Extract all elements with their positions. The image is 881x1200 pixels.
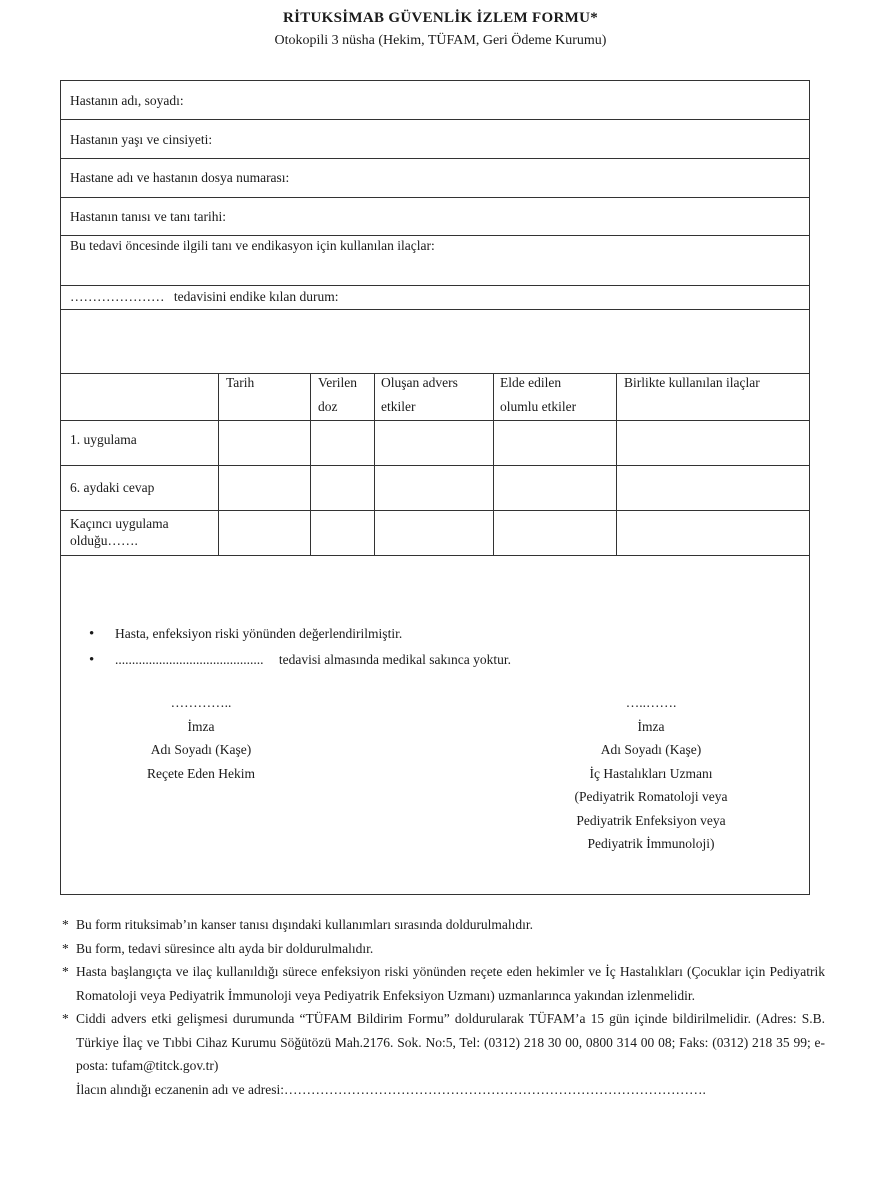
age-sex-field[interactable]: Hastanın yaşı ve cinsiyeti: — [70, 132, 213, 147]
header-dose — [318, 371, 357, 419]
divider — [61, 119, 809, 120]
footnotes — [60, 913, 825, 1101]
signature-alt-role: Pediyatrik İmmunoloji) — [587, 836, 715, 851]
indication-dots: ………………… — [70, 289, 165, 304]
signature-role: İç Hastalıkları Uzmanı — [589, 765, 713, 781]
divider — [61, 285, 809, 286]
footnote-star: * — [62, 1011, 69, 1026]
form-box — [60, 80, 810, 895]
header-positive-line2: olumlu etkiler — [500, 399, 577, 414]
indication-field[interactable] — [70, 289, 338, 305]
patient-name-field[interactable]: Hastanın adı, soyadı: — [70, 93, 184, 108]
signature-role: Reçete Eden Hekim — [147, 765, 255, 781]
footnote-text: Bu form rituksimab’ın kanser tanısı dışındaki kullanımları sırasında doldurulmalıdır. — [76, 917, 534, 932]
header-adverse-line1: Oluşan advers — [381, 375, 458, 390]
signature-block-specialist — [541, 691, 761, 856]
indication-label: tedavisini endike kılan durum: — [173, 289, 339, 304]
hospital-file-field[interactable]: Hastane adı ve hastanın dosya numarası: — [70, 170, 290, 185]
header-dose-line1: Verilen — [318, 375, 357, 390]
confirmation-list — [87, 621, 787, 673]
divider — [61, 235, 809, 236]
header-dose-line2: doz — [318, 399, 338, 414]
list-item: • Hasta, enfeksiyon riski yönünden değerlendirilmiştir. — [87, 621, 787, 647]
column-divider — [493, 373, 494, 555]
footnote — [60, 1007, 825, 1078]
form-title: RİTUKSİMAB GÜVENLİK İZLEM FORMU* — [282, 10, 599, 26]
pharmacy-field[interactable]: İlacın alındığı eczanenin adı ve adresi:…………………………………………………………………………………. — [76, 1081, 706, 1097]
signature-dots: ………….. — [170, 695, 232, 710]
header-positive-line1: Elde edilen — [500, 375, 562, 390]
header-date: Tarih — [226, 375, 255, 390]
table-bottom-border — [61, 555, 809, 556]
footnote-text: Hasta başlangıçta ve ilaç kullanıldığı sürece enfeksiyon riski yönünden reçete eden hekimler ve İç Hastalıkları (Çocuklar için Pediyatrik Romatoloji veya Pediyatrik İmmunoloji veya Pediyatrik Enfeksiyon Uzmanı) uzmanlarınca yakından izlenmelidir. — [76, 964, 825, 1003]
signature-label: İmza — [187, 718, 215, 734]
footnote-star: * — [62, 917, 69, 932]
row-label-nth — [70, 515, 169, 549]
row-label-nth-line2: olduğu……. — [70, 533, 138, 548]
footnote — [60, 960, 825, 1007]
treatment-dots: ............................................ — [115, 652, 264, 667]
table-row-divider — [61, 465, 809, 466]
footnote-text: Bu form, tedavi süresince altı ayda bir doldurulmalıdır. — [76, 940, 374, 956]
header-adverse — [381, 371, 458, 419]
row-label-nth-line1: Kaçıncı uygulama — [70, 516, 169, 531]
header-positive — [500, 371, 576, 419]
signature-name: Adı Soyadı (Kaşe) — [600, 742, 702, 757]
footnote-star: * — [62, 940, 69, 956]
row-label-sixth: 6. aydaki cevap — [70, 480, 155, 495]
treatment-statement: tedavisi almasında medikal sakınca yoktur. — [278, 652, 511, 667]
list-item — [87, 647, 787, 673]
footnote — [60, 937, 825, 961]
table-row-divider — [61, 420, 809, 421]
table-row-divider — [61, 510, 809, 511]
signature-name: Adı Soyadı (Kaşe) — [150, 742, 252, 757]
column-divider — [310, 373, 311, 555]
row-label-first: 1. uygulama — [70, 432, 137, 447]
signature-alt-role: (Pediyatrik Romatoloji veya — [574, 789, 728, 804]
divider — [61, 197, 809, 198]
footnote — [60, 913, 825, 937]
signature-block-prescriber — [121, 691, 281, 785]
header-adverse-line2: etkiler — [381, 399, 416, 414]
divider — [61, 158, 809, 159]
column-divider — [374, 373, 375, 555]
header-concomitant: Birlikte kullanılan ilaçlar — [624, 375, 760, 390]
form-subtitle: Otokopili 3 nüsha (Hekim, TÜFAM, Geri Ödeme Kurumu) — [274, 33, 607, 48]
divider — [61, 309, 809, 310]
column-divider — [218, 373, 219, 555]
footnote-text: Ciddi advers etki gelişmesi durumunda “TÜFAM Bildirim Formu” doldurularak TÜFAM’a 15 gün içinde bildirilmelidir. (Adres: S.B. Türkiye İlaç ve Tıbbi Cihaz Kurumu Söğütözü Mah.2176. Sok. No:5, Tel: (0312) 218 30 00, 0800 314 00 08; Faks: (0312) 218 35 99; e-posta: tufam@titck.gov.tr) — [76, 1011, 825, 1073]
signature-dots: …..……. — [625, 695, 677, 710]
footnote-star: * — [62, 964, 69, 979]
diagnosis-field[interactable]: Hastanın tanısı ve tanı tarihi: — [70, 209, 226, 224]
column-divider — [616, 373, 617, 555]
prior-drugs-field[interactable]: Bu tedavi öncesinde ilgili tanı ve endikasyon için kullanılan ilaçlar: — [70, 238, 435, 253]
signature-alt-role: Pediyatrik Enfeksiyon veya — [576, 812, 726, 828]
signature-label: İmza — [637, 718, 665, 734]
